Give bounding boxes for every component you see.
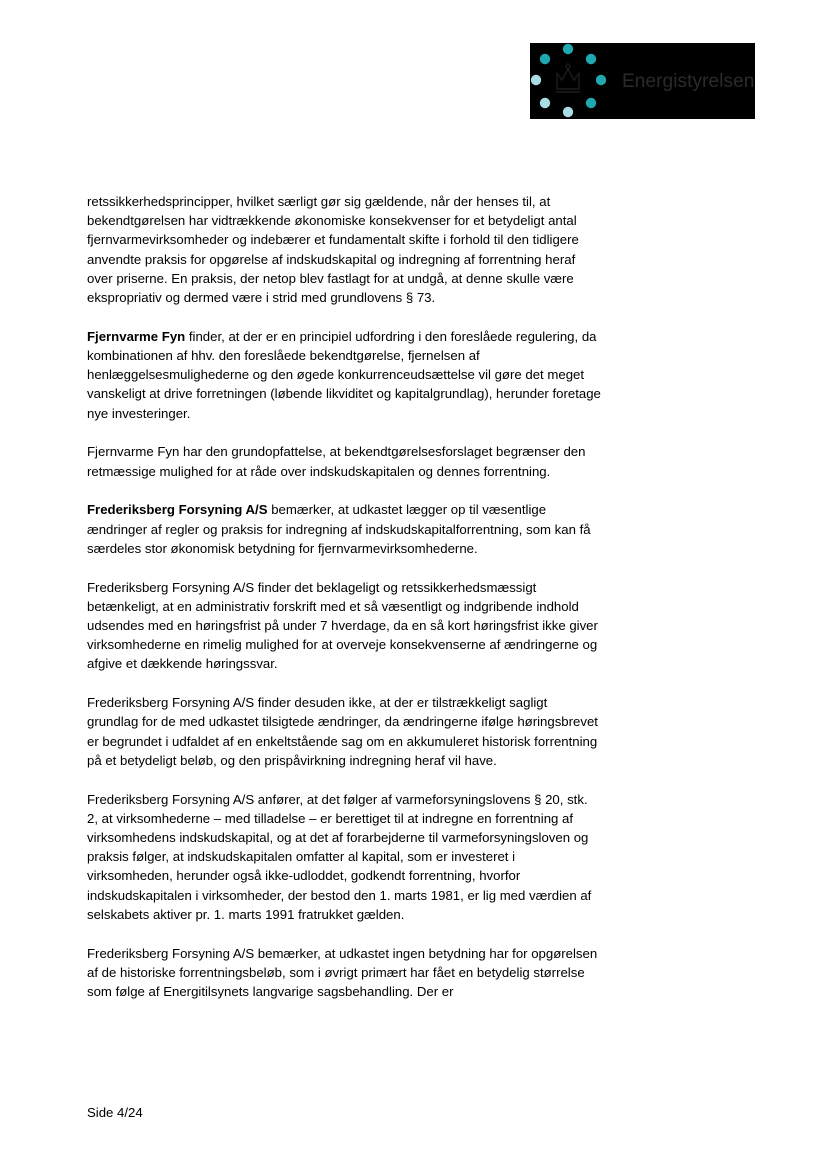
logo-wordmark: Energistyrelsen bbox=[622, 71, 755, 92]
paragraph-text: Frederiksberg Forsyning A/S anfører, at det følger af varmeforsyningslovens § 20, stk. 2, at virksomhederne – med tilladelse – er berettiget til at indregne en forrentning af virksomhedens indskudskapital, og at det af forarbejderne til varmeforsyningsloven og praksis følger, at indskudskapitalen omfatter al kapital, som er investeret i virksomheden, herunder også ikke-udloddet, godkendt forrentning, hvorfor indskudskapitalen i virksomheder, der bestod den 1. marts 1981, er lig med værdien af selskabets aktiver pr. 1. marts 1991 fratrukket gælden. bbox=[87, 791, 592, 922]
paragraph bbox=[87, 327, 602, 423]
paragraph-text: Frederiksberg Forsyning A/S finder desuden ikke, at der er tilstrækkeligt sagligt grundlag for de med udkastet tilsigtede ændringer, da ændringerne ifølge høringsbrevet er begrundet i udfaldet af en enkeltstående sag om en akkumuleret historisk forrentning på et betydeligt beløb, og den prispåvirkning indregning heraf vil have. bbox=[87, 695, 598, 768]
paragraph-bold-lead: Frederiksberg Forsyning A/S bbox=[87, 502, 268, 518]
paragraph bbox=[87, 442, 602, 480]
paragraph-text: finder, at der er en principiel udfordring i den foreslåede regulering, da kombinationen af hhv. den foreslåede bekendtgørelse, fjernelsen af henlæggelsesmulighederne og den øgede konkurrenceudsættelse vil gøre det meget vanskeligt at drive forretningen (løbende likviditet og kapitalgrundlag), herunder foretage nye investeringer. bbox=[87, 328, 601, 421]
paragraph bbox=[87, 578, 602, 674]
paragraph bbox=[87, 693, 602, 770]
paragraph-text: retssikkerhedsprincipper, hvilket særligt gør sig gældende, når der henses til, at bekendtgørelsen har vidtrækkende økonomiske konsekvenser for et betydeligt antal fjernvarmevirksomheder og indebærer et fundamentalt skifte i forhold til den tidligere anvendte praksis for opgørelse af indskudskapital og indregning af forrentning heraf over priserne. En praksis, der netop blev fastlagt for at undgå, at denne skulle være ekspropriativ og dermed være i strid med grundlovens § 73. bbox=[87, 194, 579, 306]
document-body bbox=[87, 192, 602, 1021]
header-logo bbox=[530, 43, 755, 119]
paragraph-text: bemærker, at udkastet lægger op til væsentlige ændringer af regler og praksis for indregning af indskudskapitalforrentning, som kan få særdeles stor økonomisk betydning for fjernvarmevirksomhederne. bbox=[87, 502, 591, 556]
paragraph bbox=[87, 192, 602, 307]
paragraph-text: Frederiksberg Forsyning A/S finder det beklageligt og retssikkerhedsmæssigt betænkeligt, at en administrativ forskrift med et så væsentligt og indgribende indhold udsendes med en høringsfrist på under 7 hverdage, da en så kort høringsfrist ikke giver virksomhederne en rimelig mulighed for at overveje konsekvenserne af ændringerne og afgive et dækkende høringssvar. bbox=[87, 579, 598, 672]
paragraph bbox=[87, 944, 602, 1002]
page-number: Side 4/24 bbox=[87, 1105, 143, 1120]
paragraph-text: Fjernvarme Fyn har den grundopfattelse, at bekendtgørelsesforslaget begrænser den retmæssige mulighed for at råde over indskudskapitalen og dennes forrentning. bbox=[87, 444, 586, 479]
paragraph-text: Frederiksberg Forsyning A/S bemærker, at udkastet ingen betydning har for opgørelsen af de historiske forrentningsbeløb, som i øvrigt primært har fået en betydelig størrelse som følge af Energitilsynets langvarige sagsbehandling. Der er bbox=[87, 945, 598, 1000]
paragraph-bold-lead: Fjernvarme Fyn bbox=[87, 328, 186, 344]
paragraph bbox=[87, 790, 602, 924]
paragraph bbox=[87, 500, 602, 558]
